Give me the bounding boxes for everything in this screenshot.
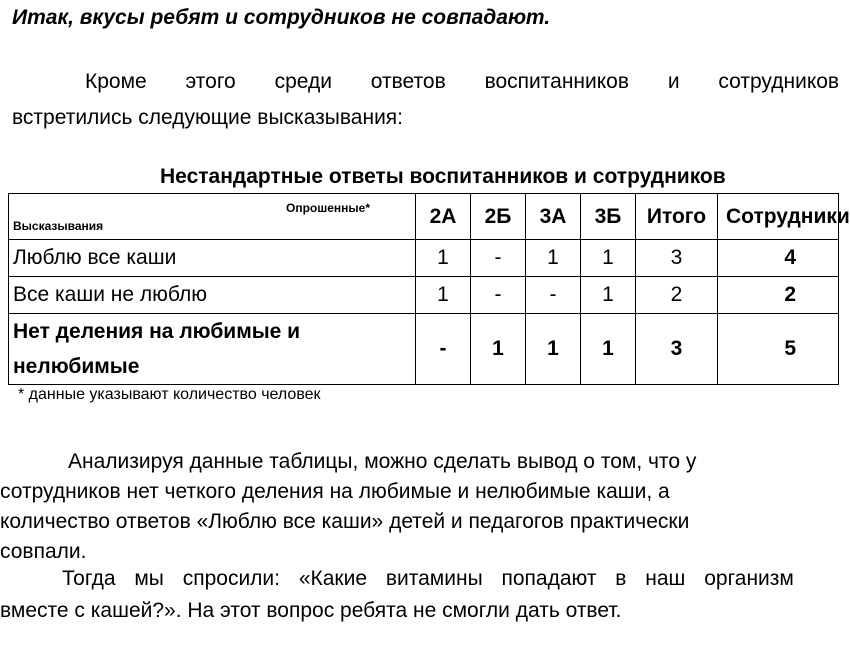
cell-value: 1	[581, 240, 636, 277]
cell-value: 5	[718, 314, 839, 385]
cell-value: 1	[581, 277, 636, 314]
cell-value: 1	[471, 314, 526, 385]
cell-value: -	[416, 314, 471, 385]
table-row	[9, 314, 839, 385]
analysis-line4: совпали.	[0, 540, 87, 563]
row-label: Люблю все каши	[9, 240, 416, 277]
corner-cell	[9, 194, 416, 240]
paragraph-question-line1: Тогда мы спросили: «Какие витамины попадают в наш организм	[62, 567, 794, 590]
cell-value: 2	[718, 277, 839, 314]
cell-value: -	[471, 277, 526, 314]
cell-value: -	[471, 240, 526, 277]
header-3a: 3А	[526, 194, 581, 240]
row-label: Все каши не люблю	[9, 277, 416, 314]
header-total: Итого	[636, 194, 718, 240]
answers-table	[8, 193, 850, 385]
heading-conclusion: Итак, вкусы ребят и сотрудников не совпадают.	[12, 6, 551, 29]
table-row	[9, 240, 839, 277]
row-label	[9, 314, 416, 385]
cell-value: 4	[718, 240, 839, 277]
respondents-label: Опрошенные*	[285, 201, 370, 215]
header-2a: 2А	[416, 194, 471, 240]
statements-label: Высказывания	[13, 219, 104, 233]
cell-value: -	[526, 277, 581, 314]
row-label-line1: Нет деления на любимые и	[13, 320, 301, 343]
paragraph-intro-line2: встретились следующие высказывания:	[12, 106, 404, 129]
cell-value: 2	[636, 277, 718, 314]
table-footnote: * данные указывают количество человек	[18, 386, 321, 403]
row-label-line2: нелюбимые	[13, 355, 140, 378]
header-staff: Сотрудники	[718, 194, 839, 240]
header-2b: 2Б	[471, 194, 526, 240]
analysis-line2: сотрудников нет четкого деления на любимые и нелюбимые каши, а	[0, 480, 670, 503]
table-caption: Нестандартные ответы воспитанников и сотрудников	[160, 165, 726, 188]
paragraph-intro-line1: Кроме этого среди ответов воспитанников и сотрудников	[85, 70, 840, 93]
cell-value: 3	[636, 314, 718, 385]
analysis-line3: количество ответов «Люблю все каши» детей и педагогов практически	[0, 510, 690, 533]
paragraph-analysis	[0, 447, 816, 567]
cell-value: 3	[636, 240, 718, 277]
cell-value: 1	[526, 240, 581, 277]
table-header-row	[9, 194, 839, 240]
cell-value: 1	[416, 240, 471, 277]
analysis-line1: Анализируя данные таблицы, можно сделать вывод о том, что у	[68, 450, 697, 473]
cell-value: 1	[526, 314, 581, 385]
cell-value: 1	[416, 277, 471, 314]
cell-value: 1	[581, 314, 636, 385]
header-3b: 3Б	[581, 194, 636, 240]
paragraph-question-line2: вместе с кашей?». На этот вопрос ребята не смогли дать ответ.	[0, 599, 622, 622]
table-row	[9, 277, 839, 314]
